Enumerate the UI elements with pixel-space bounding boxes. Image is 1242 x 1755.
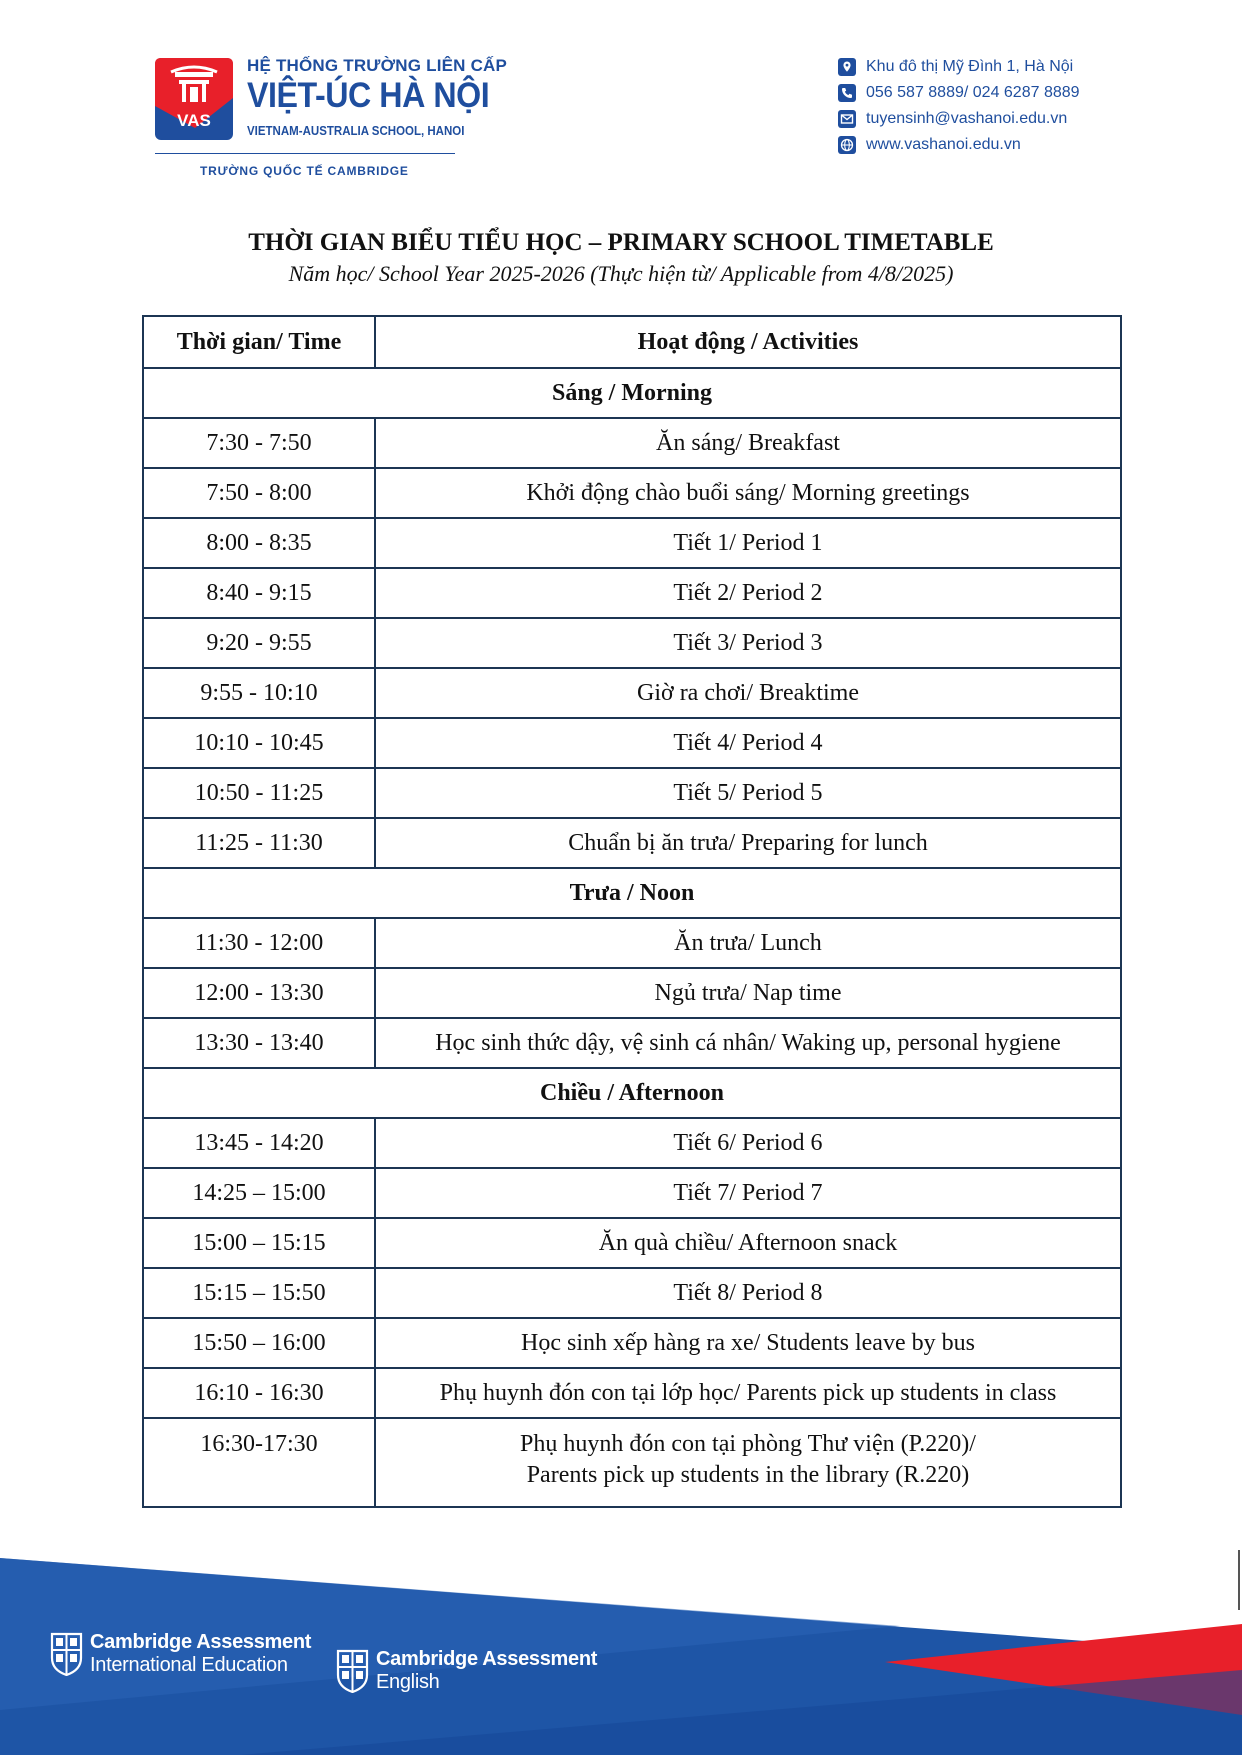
table-row bbox=[143, 1018, 1121, 1068]
activity-cell: Tiết 6/ Period 6 bbox=[375, 1118, 1121, 1168]
time-cell: 15:50 – 16:00 bbox=[143, 1318, 375, 1368]
activity-cell: Học sinh xếp hàng ra xe/ Students leave by bus bbox=[375, 1318, 1121, 1368]
table-row bbox=[143, 468, 1121, 518]
document-title: THỜI GIAN BIỂU TIỂU HỌC – PRIMARY SCHOOL TIMETABLE bbox=[248, 229, 994, 256]
contact-phone bbox=[838, 80, 1080, 106]
time-cell: 11:25 - 11:30 bbox=[143, 818, 375, 868]
section-label: Trưa / Noon bbox=[143, 868, 1121, 918]
table-header-row bbox=[143, 316, 1121, 368]
activity-cell: Phụ huynh đón con tại lớp học/ Parents pick up students in class bbox=[375, 1368, 1121, 1418]
activity-cell: Tiết 3/ Period 3 bbox=[375, 618, 1121, 668]
school-logo bbox=[155, 56, 508, 182]
time-cell: 7:50 - 8:00 bbox=[143, 468, 375, 518]
activity-line: Phụ huynh đón con tại phòng Thư viện (P.220)/ bbox=[520, 1431, 976, 1457]
table-row bbox=[143, 718, 1121, 768]
table-row bbox=[143, 768, 1121, 818]
table-row bbox=[143, 618, 1121, 668]
cambridge-international-line2: International Education bbox=[90, 1654, 288, 1676]
section-row-noon bbox=[143, 868, 1121, 918]
document-subtitle: Năm học/ School Year 2025-2026 (Thực hiện từ/ Applicable from 4/8/2025) bbox=[288, 261, 954, 286]
emblem-text: VAS bbox=[177, 111, 211, 130]
time-cell: 16:30-17:30 bbox=[143, 1418, 375, 1507]
time-cell: 15:00 – 15:15 bbox=[143, 1218, 375, 1268]
website-link[interactable]: www.vashanoi.edu.vn bbox=[866, 136, 1021, 153]
time-cell: 14:25 – 15:00 bbox=[143, 1168, 375, 1218]
activity-cell: Chuẩn bị ăn trưa/ Preparing for lunch bbox=[375, 818, 1121, 868]
activity-cell: Tiết 8/ Period 8 bbox=[375, 1268, 1121, 1318]
cambridge-english-line1: Cambridge Assessment bbox=[376, 1648, 598, 1670]
table-row bbox=[143, 1168, 1121, 1218]
location-pin-icon bbox=[838, 58, 856, 76]
table-row bbox=[143, 968, 1121, 1018]
table-row bbox=[143, 1118, 1121, 1168]
table-row bbox=[143, 668, 1121, 718]
time-cell: 7:30 - 7:50 bbox=[143, 418, 375, 468]
cambridge-shield-icon bbox=[50, 1632, 83, 1676]
activity-cell: Ăn sáng/ Breakfast bbox=[375, 418, 1121, 468]
logo-school-name: VIỆT-ÚC HÀ NỘI bbox=[247, 76, 490, 115]
table-row bbox=[143, 518, 1121, 568]
time-cell: 15:15 – 15:50 bbox=[143, 1268, 375, 1318]
activity-cell: Ngủ trưa/ Nap time bbox=[375, 968, 1121, 1018]
activity-cell: Ăn quà chiều/ Afternoon snack bbox=[375, 1218, 1121, 1268]
time-cell: 13:45 - 14:20 bbox=[143, 1118, 375, 1168]
phone-text: 056 587 8889/ 024 6287 8889 bbox=[866, 84, 1080, 101]
cambridge-shield-icon bbox=[336, 1649, 369, 1693]
activity-cell: Học sinh thức dậy, vệ sinh cá nhân/ Waking up, personal hygiene bbox=[375, 1018, 1121, 1068]
cambridge-international-line1: Cambridge Assessment bbox=[90, 1631, 312, 1653]
contact-info bbox=[838, 54, 1080, 158]
activity-cell bbox=[375, 1418, 1121, 1507]
section-label: Sáng / Morning bbox=[143, 368, 1121, 418]
activity-cell: Giờ ra chơi/ Breaktime bbox=[375, 668, 1121, 718]
activity-cell: Khởi động chào buổi sáng/ Morning greetings bbox=[375, 468, 1121, 518]
table-row bbox=[143, 1268, 1121, 1318]
activity-line: Parents pick up students in the library (R.220) bbox=[526, 1462, 970, 1488]
activity-cell: Tiết 5/ Period 5 bbox=[375, 768, 1121, 818]
email-icon bbox=[838, 110, 856, 128]
time-column-header: Thời gian/ Time bbox=[143, 316, 375, 368]
logo-english-name: VIETNAM-AUSTRALIA SCHOOL, HANOI bbox=[247, 124, 465, 138]
table-row bbox=[143, 1218, 1121, 1268]
table-row bbox=[143, 1368, 1121, 1418]
table-row bbox=[143, 418, 1121, 468]
time-cell: 8:00 - 8:35 bbox=[143, 518, 375, 568]
logo-tagline: TRƯỜNG QUỐC TẾ CAMBRIDGE bbox=[200, 164, 409, 178]
time-cell: 8:40 - 9:15 bbox=[143, 568, 375, 618]
activity-column-header: Hoạt động / Activities bbox=[375, 316, 1121, 368]
time-cell: 16:10 - 16:30 bbox=[143, 1368, 375, 1418]
logo-system-name: HỆ THỐNG TRƯỜNG LIÊN CẤP bbox=[247, 56, 508, 75]
globe-icon bbox=[838, 136, 856, 154]
time-cell: 10:50 - 11:25 bbox=[143, 768, 375, 818]
phone-icon bbox=[838, 84, 856, 102]
activity-cell: Tiết 2/ Period 2 bbox=[375, 568, 1121, 618]
time-cell: 9:20 - 9:55 bbox=[143, 618, 375, 668]
table-row bbox=[143, 818, 1121, 868]
activity-cell: Tiết 1/ Period 1 bbox=[375, 518, 1121, 568]
email-link[interactable]: tuyensinh@vashanoi.edu.vn bbox=[866, 110, 1068, 127]
contact-address bbox=[838, 54, 1080, 80]
school-emblem-icon bbox=[155, 58, 233, 140]
time-cell: 11:30 - 12:00 bbox=[143, 918, 375, 968]
activity-cell: Tiết 4/ Period 4 bbox=[375, 718, 1121, 768]
time-cell: 13:30 - 13:40 bbox=[143, 1018, 375, 1068]
activity-cell: Ăn trưa/ Lunch bbox=[375, 918, 1121, 968]
time-cell: 10:10 - 10:45 bbox=[143, 718, 375, 768]
section-row-morning bbox=[143, 368, 1121, 418]
logo-divider bbox=[155, 153, 455, 154]
table-row bbox=[143, 1318, 1121, 1368]
contact-website bbox=[838, 132, 1080, 158]
time-cell: 9:55 - 10:10 bbox=[143, 668, 375, 718]
address-text: Khu đô thị Mỹ Đình 1, Hà Nội bbox=[866, 58, 1074, 75]
time-cell: 12:00 - 13:30 bbox=[143, 968, 375, 1018]
activity-cell: Tiết 7/ Period 7 bbox=[375, 1168, 1121, 1218]
timetable bbox=[142, 315, 1122, 1508]
table-row bbox=[143, 568, 1121, 618]
table-row bbox=[143, 918, 1121, 968]
table-row bbox=[143, 1418, 1121, 1507]
contact-email bbox=[838, 106, 1080, 132]
section-label: Chiều / Afternoon bbox=[143, 1068, 1121, 1118]
cambridge-english-line2: English bbox=[376, 1671, 440, 1693]
section-row-afternoon bbox=[143, 1068, 1121, 1118]
